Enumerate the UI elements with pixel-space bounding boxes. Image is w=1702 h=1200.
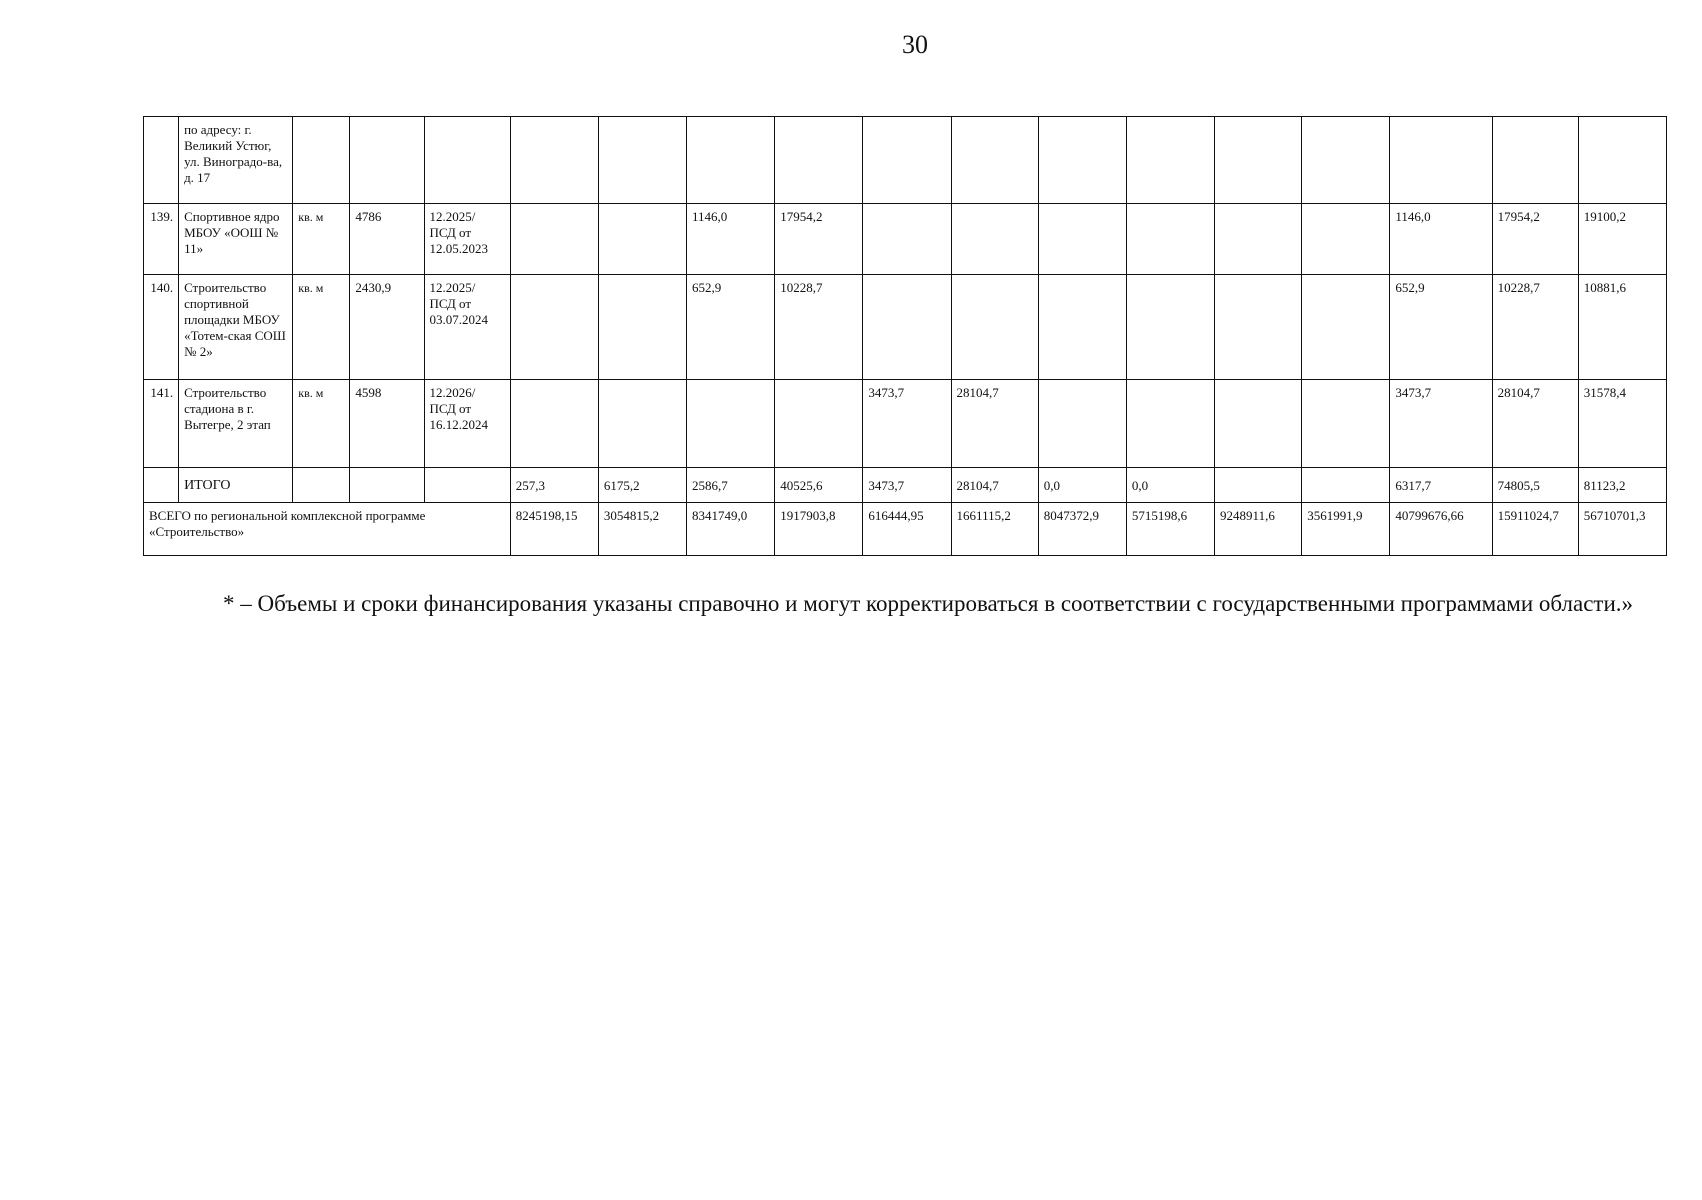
financing-table: [143, 116, 1667, 556]
table-row: [144, 204, 1667, 275]
value-cell: [1215, 204, 1302, 275]
value-cell: [951, 204, 1038, 275]
capacity-cell: 4786: [350, 204, 424, 275]
value-cell: 31578,4: [1578, 380, 1666, 468]
value-cell: [775, 380, 863, 468]
value-cell: [1038, 380, 1126, 468]
value-cell: 28104,7: [1492, 380, 1578, 468]
value-cell: 40525,6: [775, 468, 863, 503]
value-cell: 8047372,9: [1038, 503, 1126, 556]
value-cell: [510, 275, 598, 380]
value-cell: 5715198,6: [1126, 503, 1214, 556]
value-cell: 2586,7: [687, 468, 775, 503]
value-cell: [1215, 468, 1302, 503]
unit-cell: [293, 117, 350, 204]
term-cell: [424, 468, 510, 503]
unit-cell: [293, 468, 350, 503]
value-cell: 6317,7: [1390, 468, 1492, 503]
value-cell: [1578, 117, 1666, 204]
total-label-cell: ИТОГО: [179, 468, 293, 503]
value-cell: 8245198,15: [510, 503, 598, 556]
row-number-cell: 140.: [144, 275, 179, 380]
value-cell: [775, 117, 863, 204]
row-number-cell: [144, 117, 179, 204]
object-name-cell: Строительство стадиона в г. Вытегре, 2 этап: [179, 380, 293, 468]
value-cell: 81123,2: [1578, 468, 1666, 503]
value-cell: [687, 380, 775, 468]
grand-total-row: [144, 503, 1667, 556]
term-cell: [424, 117, 510, 204]
value-cell: 56710701,3: [1578, 503, 1666, 556]
value-cell: [951, 117, 1038, 204]
value-cell: [1390, 117, 1492, 204]
capacity-cell: [350, 468, 424, 503]
footnote: * – Объемы и сроки финансирования указаны справочно и могут корректироваться в соответствии с государственными программами области.»: [223, 591, 1634, 616]
value-cell: 28104,7: [951, 380, 1038, 468]
value-cell: 3054815,2: [598, 503, 686, 556]
value-cell: 8341749,0: [687, 503, 775, 556]
value-cell: 10881,6: [1578, 275, 1666, 380]
value-cell: [1302, 380, 1390, 468]
term-cell: 12.2025/ ПСД от 12.05.2023: [424, 204, 510, 275]
value-cell: 6175,2: [598, 468, 686, 503]
value-cell: [1302, 275, 1390, 380]
row-number-cell: [144, 468, 179, 503]
capacity-cell: 2430,9: [350, 275, 424, 380]
value-cell: 0,0: [1126, 468, 1214, 503]
value-cell: [1302, 468, 1390, 503]
value-cell: [510, 204, 598, 275]
value-cell: [1038, 204, 1126, 275]
capacity-cell: [350, 117, 424, 204]
value-cell: [1126, 204, 1214, 275]
value-cell: [687, 117, 775, 204]
value-cell: 17954,2: [1492, 204, 1578, 275]
value-cell: [863, 204, 951, 275]
value-cell: 616444,95: [863, 503, 951, 556]
value-cell: [1126, 380, 1214, 468]
value-cell: 9248911,6: [1215, 503, 1302, 556]
value-cell: 1917903,8: [775, 503, 863, 556]
object-name-cell: по адресу: г. Великий Устюг, ул. Виноградо-ва, д. 17: [179, 117, 293, 204]
value-cell: [1215, 380, 1302, 468]
value-cell: [1126, 275, 1214, 380]
value-cell: [1302, 204, 1390, 275]
value-cell: 3473,7: [863, 468, 951, 503]
value-cell: [1126, 117, 1214, 204]
value-cell: 1661115,2: [951, 503, 1038, 556]
table-row: [144, 380, 1667, 468]
value-cell: [598, 204, 686, 275]
value-cell: 17954,2: [775, 204, 863, 275]
value-cell: [1038, 117, 1126, 204]
value-cell: 1146,0: [687, 204, 775, 275]
value-cell: [863, 117, 951, 204]
total-row: [144, 468, 1667, 503]
value-cell: 257,3: [510, 468, 598, 503]
value-cell: 652,9: [1390, 275, 1492, 380]
value-cell: [1215, 117, 1302, 204]
value-cell: 1146,0: [1390, 204, 1492, 275]
value-cell: 10228,7: [1492, 275, 1578, 380]
value-cell: [863, 275, 951, 380]
value-cell: [1302, 117, 1390, 204]
unit-cell: кв. м: [293, 204, 350, 275]
value-cell: 0,0: [1038, 468, 1126, 503]
object-name-cell: Спортивное ядро МБОУ «ООШ № 11»: [179, 204, 293, 275]
value-cell: 3561991,9: [1302, 503, 1390, 556]
capacity-cell: 4598: [350, 380, 424, 468]
value-cell: [598, 380, 686, 468]
value-cell: 3473,7: [863, 380, 951, 468]
value-cell: 15911024,7: [1492, 503, 1578, 556]
unit-cell: кв. м: [293, 380, 350, 468]
row-number-cell: 139.: [144, 204, 179, 275]
value-cell: 10228,7: [775, 275, 863, 380]
value-cell: [951, 275, 1038, 380]
term-cell: 12.2026/ ПСД от 16.12.2024: [424, 380, 510, 468]
object-name-cell: Строительство спортивной площадки МБОУ «Тотем-ская СОШ № 2»: [179, 275, 293, 380]
value-cell: [510, 117, 598, 204]
value-cell: [1038, 275, 1126, 380]
grand-total-label-cell: ВСЕГО по региональной комплексной программе «Строительство»: [144, 503, 511, 556]
value-cell: 74805,5: [1492, 468, 1578, 503]
value-cell: [1215, 275, 1302, 380]
value-cell: 28104,7: [951, 468, 1038, 503]
value-cell: 652,9: [687, 275, 775, 380]
value-cell: [598, 117, 686, 204]
value-cell: [1492, 117, 1578, 204]
value-cell: 3473,7: [1390, 380, 1492, 468]
value-cell: [598, 275, 686, 380]
page-number: 30: [902, 30, 928, 59]
table-row: [144, 275, 1667, 380]
table-row: [144, 117, 1667, 204]
row-number-cell: 141.: [144, 380, 179, 468]
term-cell: 12.2025/ ПСД от 03.07.2024: [424, 275, 510, 380]
value-cell: 40799676,66: [1390, 503, 1492, 556]
unit-cell: кв. м: [293, 275, 350, 380]
value-cell: 19100,2: [1578, 204, 1666, 275]
value-cell: [510, 380, 598, 468]
